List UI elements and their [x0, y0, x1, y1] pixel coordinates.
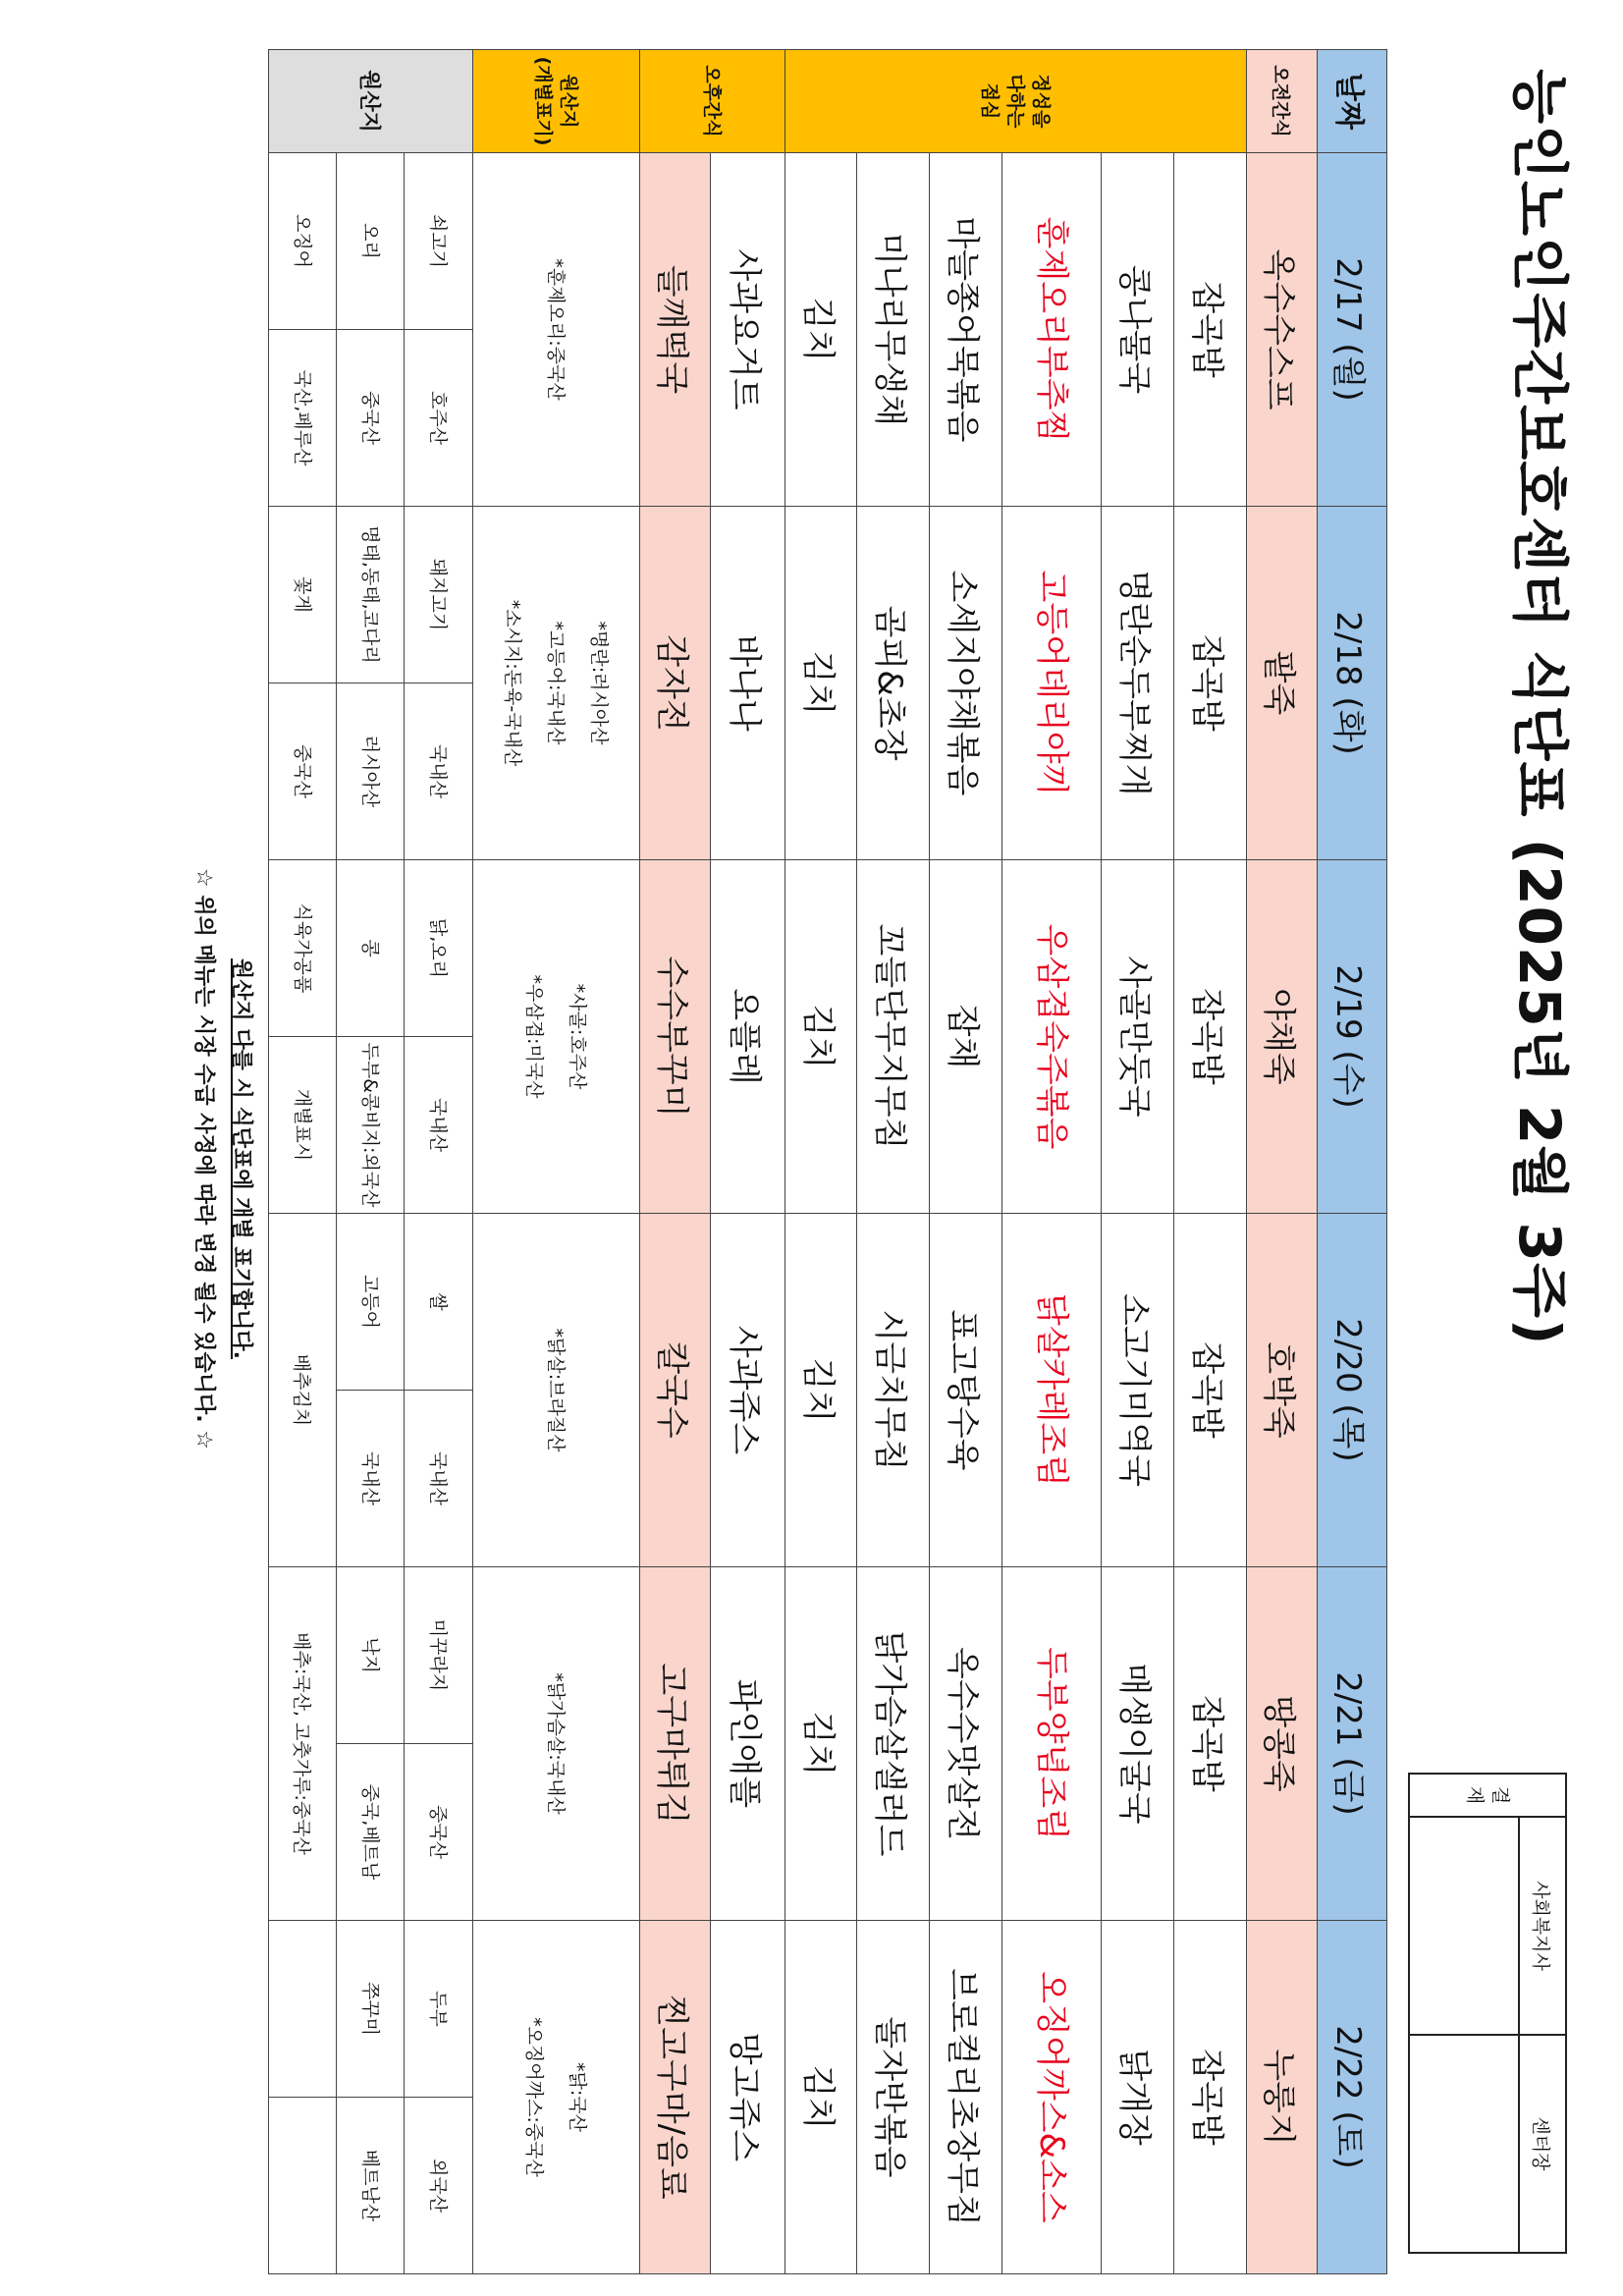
- origin-item: 두부: [427, 1991, 450, 2027]
- origin-cell: [269, 860, 337, 1214]
- origin-notes-label: 원산지 (개별표기): [472, 50, 640, 153]
- morning-snack-cell: 호박죽: [1247, 1214, 1317, 1567]
- origin-item: 꽃게: [292, 576, 314, 613]
- lunch-item: 잡곡밥: [1174, 1567, 1247, 1921]
- lunch-item: 김치: [784, 1921, 857, 2274]
- approval-role-director: 센터장: [1519, 2035, 1566, 2253]
- afternoon-fruit-cell: 요플레: [710, 860, 784, 1214]
- afternoon-fruit-cell: 바나나: [710, 507, 784, 860]
- origin-country: [269, 2098, 336, 2274]
- afternoon-fruit-cell: 망고쥬스: [710, 1921, 784, 2274]
- origin-item: 쌀: [427, 1292, 450, 1311]
- date-header: 2/18 (화): [1317, 507, 1386, 860]
- date-header: 2/19 (수): [1317, 860, 1386, 1214]
- lunch-item: 고등어데리야끼: [1002, 507, 1102, 860]
- menu-table: [268, 49, 1387, 2274]
- lunch-label: 정성을 다하는 점심: [784, 50, 1246, 153]
- origin-cell: [337, 153, 405, 507]
- origin-cell: [405, 153, 472, 507]
- afternoon-snack-cell: 칼국수: [640, 1214, 710, 1567]
- approval-box: [1408, 1773, 1567, 2254]
- afternoon-snack-label: 오후간식: [640, 50, 785, 153]
- approval-sign-director: [1409, 2035, 1519, 2253]
- morning-snack-cell: 팥죽: [1247, 507, 1317, 860]
- morning-snack-label: 오전간식: [1247, 50, 1317, 153]
- origin-notes-cell: [472, 1921, 640, 2274]
- afternoon-fruit-cell: 파인애플: [710, 1567, 784, 1921]
- afternoon-fruit-cell: 사과요거트: [710, 153, 784, 507]
- lunch-item: 김치: [784, 507, 857, 860]
- lunch-item: 잡채: [930, 860, 1002, 1214]
- morning-snack-cell: 옥수수스프: [1247, 153, 1317, 507]
- origin-notes-cell: [472, 507, 640, 860]
- lunch-item: 소세지야채볶음: [930, 507, 1002, 860]
- origin-footnote: 원산지 다를 시 식단표에 개별 표기합니다.: [229, 958, 253, 1359]
- date-header: 2/21 (금): [1317, 1567, 1386, 1921]
- lunch-item: 잡곡밥: [1174, 153, 1247, 507]
- origin-notes-cell: [472, 1214, 640, 1567]
- origin-item: 낙지: [359, 1637, 382, 1673]
- origin-cell: [269, 153, 337, 507]
- origin-note: *우삼겹:미국산: [523, 974, 546, 1099]
- lunch-item: 명란순두부찌개: [1102, 507, 1174, 860]
- afternoon-snack-cell: 수수부꾸미: [640, 860, 710, 1214]
- origin-country: 중국산: [337, 330, 404, 507]
- origin-item: 쇠고기: [427, 213, 450, 269]
- lunch-item: 우삼겹숙주볶음: [1002, 860, 1102, 1214]
- origin-country: 외국산: [405, 2098, 471, 2274]
- lunch-item: 브로컬리초장무침: [930, 1921, 1002, 2274]
- lunch-item: 잡곡밥: [1174, 1214, 1247, 1567]
- lunch-item: 돌자반볶음: [857, 1921, 930, 2274]
- origin-cell: 배추김치: [269, 1214, 337, 1567]
- lunch-item: 옥수수맛살전: [930, 1567, 1002, 1921]
- lunch-item: 김치: [784, 153, 857, 507]
- origin-country: 중국산: [405, 1744, 471, 1921]
- lunch-item: 시금치무침: [857, 1214, 930, 1567]
- morning-snack-cell: 땅콩죽: [1247, 1567, 1317, 1921]
- lunch-item: 잡곡밥: [1174, 860, 1247, 1214]
- origin-country: 국산,페루산: [269, 330, 336, 507]
- origin-country: 러시아산: [337, 683, 404, 860]
- origin-country: 국내산: [405, 1037, 471, 1214]
- origin-notes-cell: [472, 153, 640, 507]
- origin-cell: [405, 1567, 472, 1921]
- lunch-item: 곰피&초장: [857, 507, 930, 860]
- lunch-item: 김치: [784, 860, 857, 1214]
- origin-country: 호주산: [405, 330, 471, 507]
- origin-item: [269, 1921, 336, 2098]
- origin-cell: [337, 1567, 405, 1921]
- origin-country: 개별표시: [269, 1037, 336, 1214]
- origin-notes-cell: [472, 860, 640, 1214]
- origin-note: *고등어:국내산: [545, 621, 568, 745]
- morning-snack-cell: 야채죽: [1247, 860, 1317, 1214]
- origin-note: *오징어까스:중국산: [523, 2017, 546, 2177]
- origin-item: 고등어: [359, 1274, 382, 1330]
- origin-cell: [405, 1214, 472, 1567]
- lunch-item: 소고기미역국: [1102, 1214, 1174, 1567]
- origin-country: 국내산: [405, 1391, 471, 1567]
- lunch-item: 사골만둣국: [1102, 860, 1174, 1214]
- lunch-item: 훈제오리부추찜: [1002, 153, 1102, 507]
- origin-item: 돼지고기: [427, 558, 450, 631]
- origin-cell: [337, 1214, 405, 1567]
- date-header: 2/17 (월): [1317, 153, 1386, 507]
- origin-note: *훈제오리:중국산: [545, 258, 568, 401]
- lunch-item: 두부양념조림: [1002, 1567, 1102, 1921]
- afternoon-snack-cell: 들깨떡국: [640, 153, 710, 507]
- afternoon-fruit-cell: 사과쥬스: [710, 1214, 784, 1567]
- lunch-item: 꼬들단무지무침: [857, 860, 930, 1214]
- origin-item: 쭈꾸미: [359, 1981, 382, 2037]
- origin-cell: [337, 860, 405, 1214]
- origin-country: 국내산: [337, 1391, 404, 1567]
- origin-item: 오리: [359, 223, 382, 259]
- lunch-item: 콩나물국: [1102, 153, 1174, 507]
- lunch-item: 잡곡밥: [1174, 1921, 1247, 2274]
- origin-cell: [405, 860, 472, 1214]
- origin-country: 중국,베트남: [337, 1744, 404, 1921]
- origin-cell: [269, 507, 337, 860]
- origin-item: 닭,오리: [427, 917, 450, 979]
- origin-country: 베트남산: [337, 2098, 404, 2274]
- origin-note: *사골:호주산: [567, 983, 589, 1090]
- date-label: 날짜: [1317, 50, 1386, 153]
- lunch-item: 닭개장: [1102, 1921, 1174, 2274]
- origin-cell: [405, 1921, 472, 2274]
- lunch-item: 닭가슴살샐러드: [857, 1567, 930, 1921]
- origin-note: *소시지:돈육-국내산: [502, 599, 524, 767]
- origin-cell: [405, 507, 472, 860]
- origin-item: 오징어: [292, 213, 314, 269]
- date-header: 2/20 (목): [1317, 1214, 1386, 1567]
- lunch-item: 잡곡밥: [1174, 507, 1247, 860]
- origin-item: 미꾸라지: [427, 1618, 450, 1692]
- lunch-item: 오징어까스&소스: [1002, 1921, 1102, 2274]
- origin-item: 식육가공품: [292, 902, 314, 994]
- lunch-item: 미나리무생채: [857, 153, 930, 507]
- origin-note: *닭살:브라질산: [545, 1328, 568, 1452]
- origin-note: *닭가슴살:국내산: [545, 1672, 568, 1815]
- origin-item: 콩: [359, 939, 382, 957]
- morning-snack-cell: 누룽지: [1247, 1921, 1317, 2274]
- lunch-item: 매생이굴국: [1102, 1567, 1174, 1921]
- page-title: 능인노인주간보호센터 식단표 (2025년 2월 3주): [1506, 69, 1573, 1346]
- approval-sign-social-worker: [1409, 1817, 1519, 2035]
- origin-country: 중국산: [269, 683, 336, 860]
- lunch-item: 마늘쫑어묵볶음: [930, 153, 1002, 507]
- lunch-item: 김치: [784, 1567, 857, 1921]
- origin-cell: [337, 1921, 405, 2274]
- origin-cell: [337, 507, 405, 860]
- afternoon-snack-cell: 고구마튀김: [640, 1567, 710, 1921]
- afternoon-snack-cell: 감자전: [640, 507, 710, 860]
- origin-note: *닭:국산: [567, 2062, 589, 2132]
- lunch-item: 닭살카레조림: [1002, 1214, 1102, 1567]
- lunch-item: 김치: [784, 1214, 857, 1567]
- afternoon-snack-cell: 찐고구마/음료: [640, 1921, 710, 2274]
- origin-notes-cell: [472, 1567, 640, 1921]
- approval-role-social-worker: 사회복지사: [1519, 1817, 1566, 2035]
- origin-note: *명란:러시아산: [588, 621, 611, 745]
- lunch-item: 표고탕수육: [930, 1214, 1002, 1567]
- approval-label: 결 재: [1409, 1774, 1566, 1817]
- date-header: 2/22 (토): [1317, 1921, 1386, 2274]
- origin-country: 두부&콩비지:외국산: [337, 1037, 404, 1214]
- origin-label: 원산지: [269, 50, 473, 153]
- origin-cell: 배추:국산, 고춧가루:중국산: [269, 1567, 337, 1921]
- origin-country: 국내산: [405, 683, 471, 860]
- menu-change-footnote: ☆ 위의 메뉴는 시장 수급 사정에 따라 변경 될수 있습니다. ☆: [191, 868, 216, 1449]
- origin-item: 명태,동태,코다리: [359, 525, 382, 664]
- origin-cell: [269, 1921, 337, 2274]
